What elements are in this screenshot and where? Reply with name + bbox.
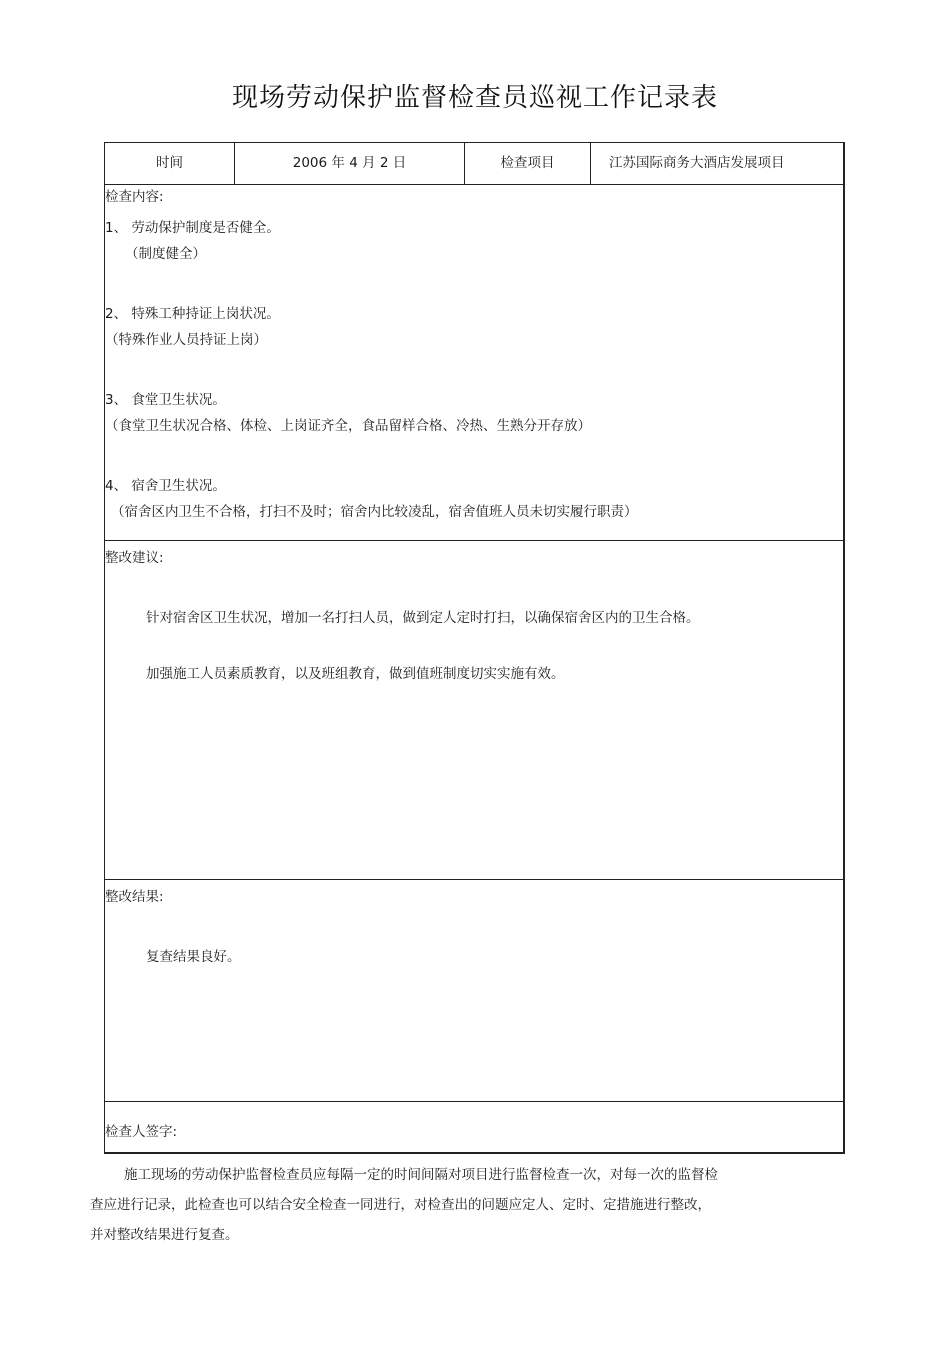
rectification-result-section — [105, 880, 843, 1102]
item-3-result: （食堂卫生状况合格、体检、上岗证齐全，食品留样合格、冷热、生熟分开存放） — [105, 418, 591, 434]
inspection-content-section — [105, 185, 843, 541]
inspection-record-table — [104, 142, 845, 1154]
project-label: 检查项目 — [465, 143, 591, 184]
item-1-title: 1、 劳动保护制度是否健全。 — [105, 220, 280, 236]
suggestion-line-1: 针对宿舍区卫生状况，增加一名打扫人员，做到定人定时打扫，以确保宿舍区内的卫生合格。 — [146, 610, 700, 626]
suggestion-line-2: 加强施工人员素质教育，以及班组教育，做到值班制度切实实施有效。 — [146, 666, 565, 682]
project-value: 江苏国际商务大酒店发展项目 — [609, 155, 785, 171]
time-label: 时间 — [105, 143, 235, 184]
rectification-suggestion-section — [105, 541, 843, 880]
item-2-title: 2、 特殊工种持证上岗状况。 — [105, 306, 280, 322]
form-title: 现场劳动保护监督检查员巡视工作记录表 — [231, 83, 718, 113]
result-text: 复查结果良好。 — [146, 949, 241, 965]
item-4-title: 4、 宿舍卫生状况。 — [105, 478, 226, 494]
item-4-result: （宿舍区内卫生不合格，打扫不及时；宿舍内比较凌乱，宿舍值班人员未切实履行职责） — [111, 504, 638, 520]
item-1-result: （制度健全） — [125, 246, 206, 262]
suggestion-label: 整改建议: — [105, 550, 164, 566]
signature-section — [105, 1102, 843, 1153]
note-line-3: 并对整改结果进行复查。 — [90, 1227, 239, 1243]
signature-label: 检查人签字: — [105, 1124, 178, 1140]
inspection-content-label: 检查内容: — [105, 189, 164, 205]
result-label: 整改结果: — [105, 889, 164, 905]
header-row — [105, 143, 843, 185]
time-value: 2006 年 4 月 2 日 — [235, 143, 465, 184]
note-line-2: 查应进行记录，此检查也可以结合安全检查一同进行，对检查出的问题应定人、定时、定措施进行整改， — [90, 1197, 711, 1213]
item-3-title: 3、 食堂卫生状况。 — [105, 392, 226, 408]
item-2-result: （特殊作业人员持证上岗） — [105, 332, 267, 348]
note-line-1: 施工现场的劳动保护监督检查员应每隔一定的时间间隔对项目进行监督检查一次，对每一次的监督检 — [124, 1167, 718, 1183]
